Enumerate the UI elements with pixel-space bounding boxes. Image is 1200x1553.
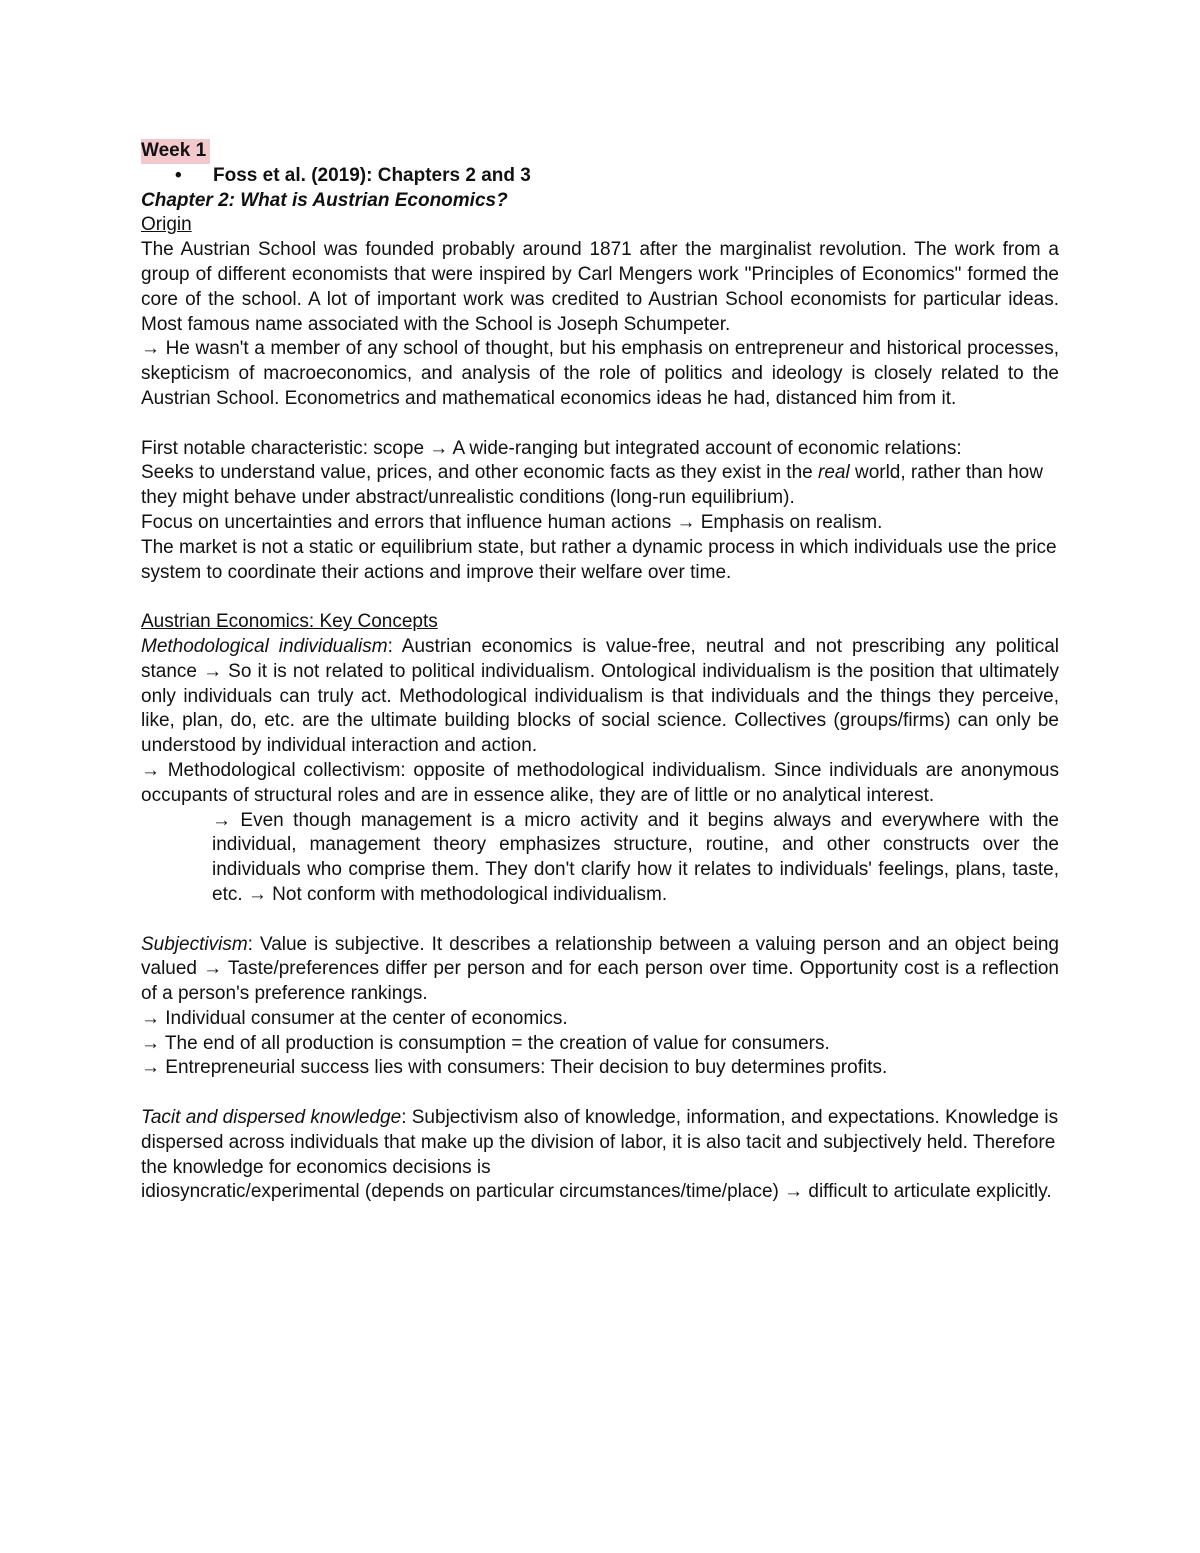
tacit-knowledge-continuation: idiosyncratic/experimental (depends on particular circumstances/time/place) → difficult to articulate explicitly. [141,1181,1052,1203]
reading-text: Foss et al. (2019): Chapters 2 and 3 [213,164,531,186]
subjectivism-paragraph [141,933,1059,1007]
scope-line-3: Focus on uncertainties and errors that influence human actions → Emphasis on realism. [141,511,883,533]
scope-line-2 [141,461,1059,511]
subjectivism-arrow-3: → Entrepreneurial success lies with consumers: Their decision to buy determines profits. [141,1057,888,1079]
key-concepts-heading: Austrian Economics: Key Concepts [141,611,438,633]
schumpeter-paragraph: → He wasn't a member of any school of thought, but his emphasis on entrepreneur and historical processes, skepticism of macroeconomics, and analysis of the role of politics and ideology is closely related to the Austrian School. Econometrics and mathematical economics ideas he had, distanced him from it. [141,338,1059,409]
tacit-term: Tacit and dispersed knowledge [141,1107,402,1129]
subjectivism-term: Subjectivism [141,933,248,955]
methodological-collectivism-paragraph: → Methodological collectivism: opposite of methodological individualism. Since individuals are anonymous occupants of structural roles and are in essence alike, they are of little or no analytical interest. [141,759,1059,806]
scope-line-2-post: world, rather than how they might behave under abstract/unrealistic conditions (long-run equilibrium). [141,462,1043,509]
chapter-title: Chapter 2: What is Austrian Economics? [141,189,508,211]
real-emphasis: real [818,462,850,484]
management-paragraph: → Even though management is a micro activity and it begins always and everywhere with the individual, management theory emphasizes structure, routine, and other constructs over the individuals who comprise them. They don't clarify how it relates to individuals' feelings, plans, taste, etc. → Not conform with methodological individualism. [212,809,1059,905]
methodological-individualism-paragraph [141,635,1059,759]
week-heading: Week 1 [141,139,210,164]
scope-line-2-pre: Seeks to understand value, prices, and other economic facts as they exist in the [141,462,818,484]
tacit-knowledge-paragraph [141,1106,1059,1180]
reading-bullet [141,164,1059,189]
mi-term: Methodological individualism [141,635,388,657]
origin-paragraph: The Austrian School was founded probably around 1871 after the marginalist revolution. The work from a group of different economists that were inspired by Carl Mengers work "Principles of Economics" formed the core of the school. A lot of important work was credited to Austrian School economists for particular ideas. Most famous name associated with the School is Joseph Schumpeter. [141,239,1059,335]
subjectivism-arrow-2: → The end of all production is consumption = the creation of value for consumers. [141,1032,830,1054]
subjectivism-arrow-1: → Individual consumer at the center of economics. [141,1007,568,1029]
scope-line-1: First notable characteristic: scope → A wide-ranging but integrated account of economic relations: [141,437,962,459]
scope-line-4: The market is not a static or equilibrium state, but rather a dynamic process in which individuals use the price system to coordinate their actions and improve their welfare over time. [141,536,1057,583]
subjectivism-text: : Value is subjective. It describes a relationship between a valuing person and an object being valued → Taste/preferences differ per person and for each person over time. Opportunity cost is a reflection of a person's preference rankings. [141,933,1059,1005]
mi-text: : Austrian economics is value-free, neutral and not prescribing any political stance → So it is not related to political individualism. Ontological individualism is the position that ultimately only individuals can truly act. Methodological individualism is that individuals and the things they perceive, like, plan, do, etc. are the ultimate building blocks of social science. Collectives (groups/firms) can only be understood by individual interaction and action. [141,635,1059,757]
origin-heading: Origin [141,214,192,236]
tacit-text: : Subjectivism also of knowledge, information, and expectations. Knowledge is dispersed across individuals that make up the division of labor, it is also tacit and subjectively held. Therefore the knowledge for economics decisions is [141,1107,1059,1178]
bullet-icon: • [175,164,182,186]
document-content [141,139,1059,1205]
